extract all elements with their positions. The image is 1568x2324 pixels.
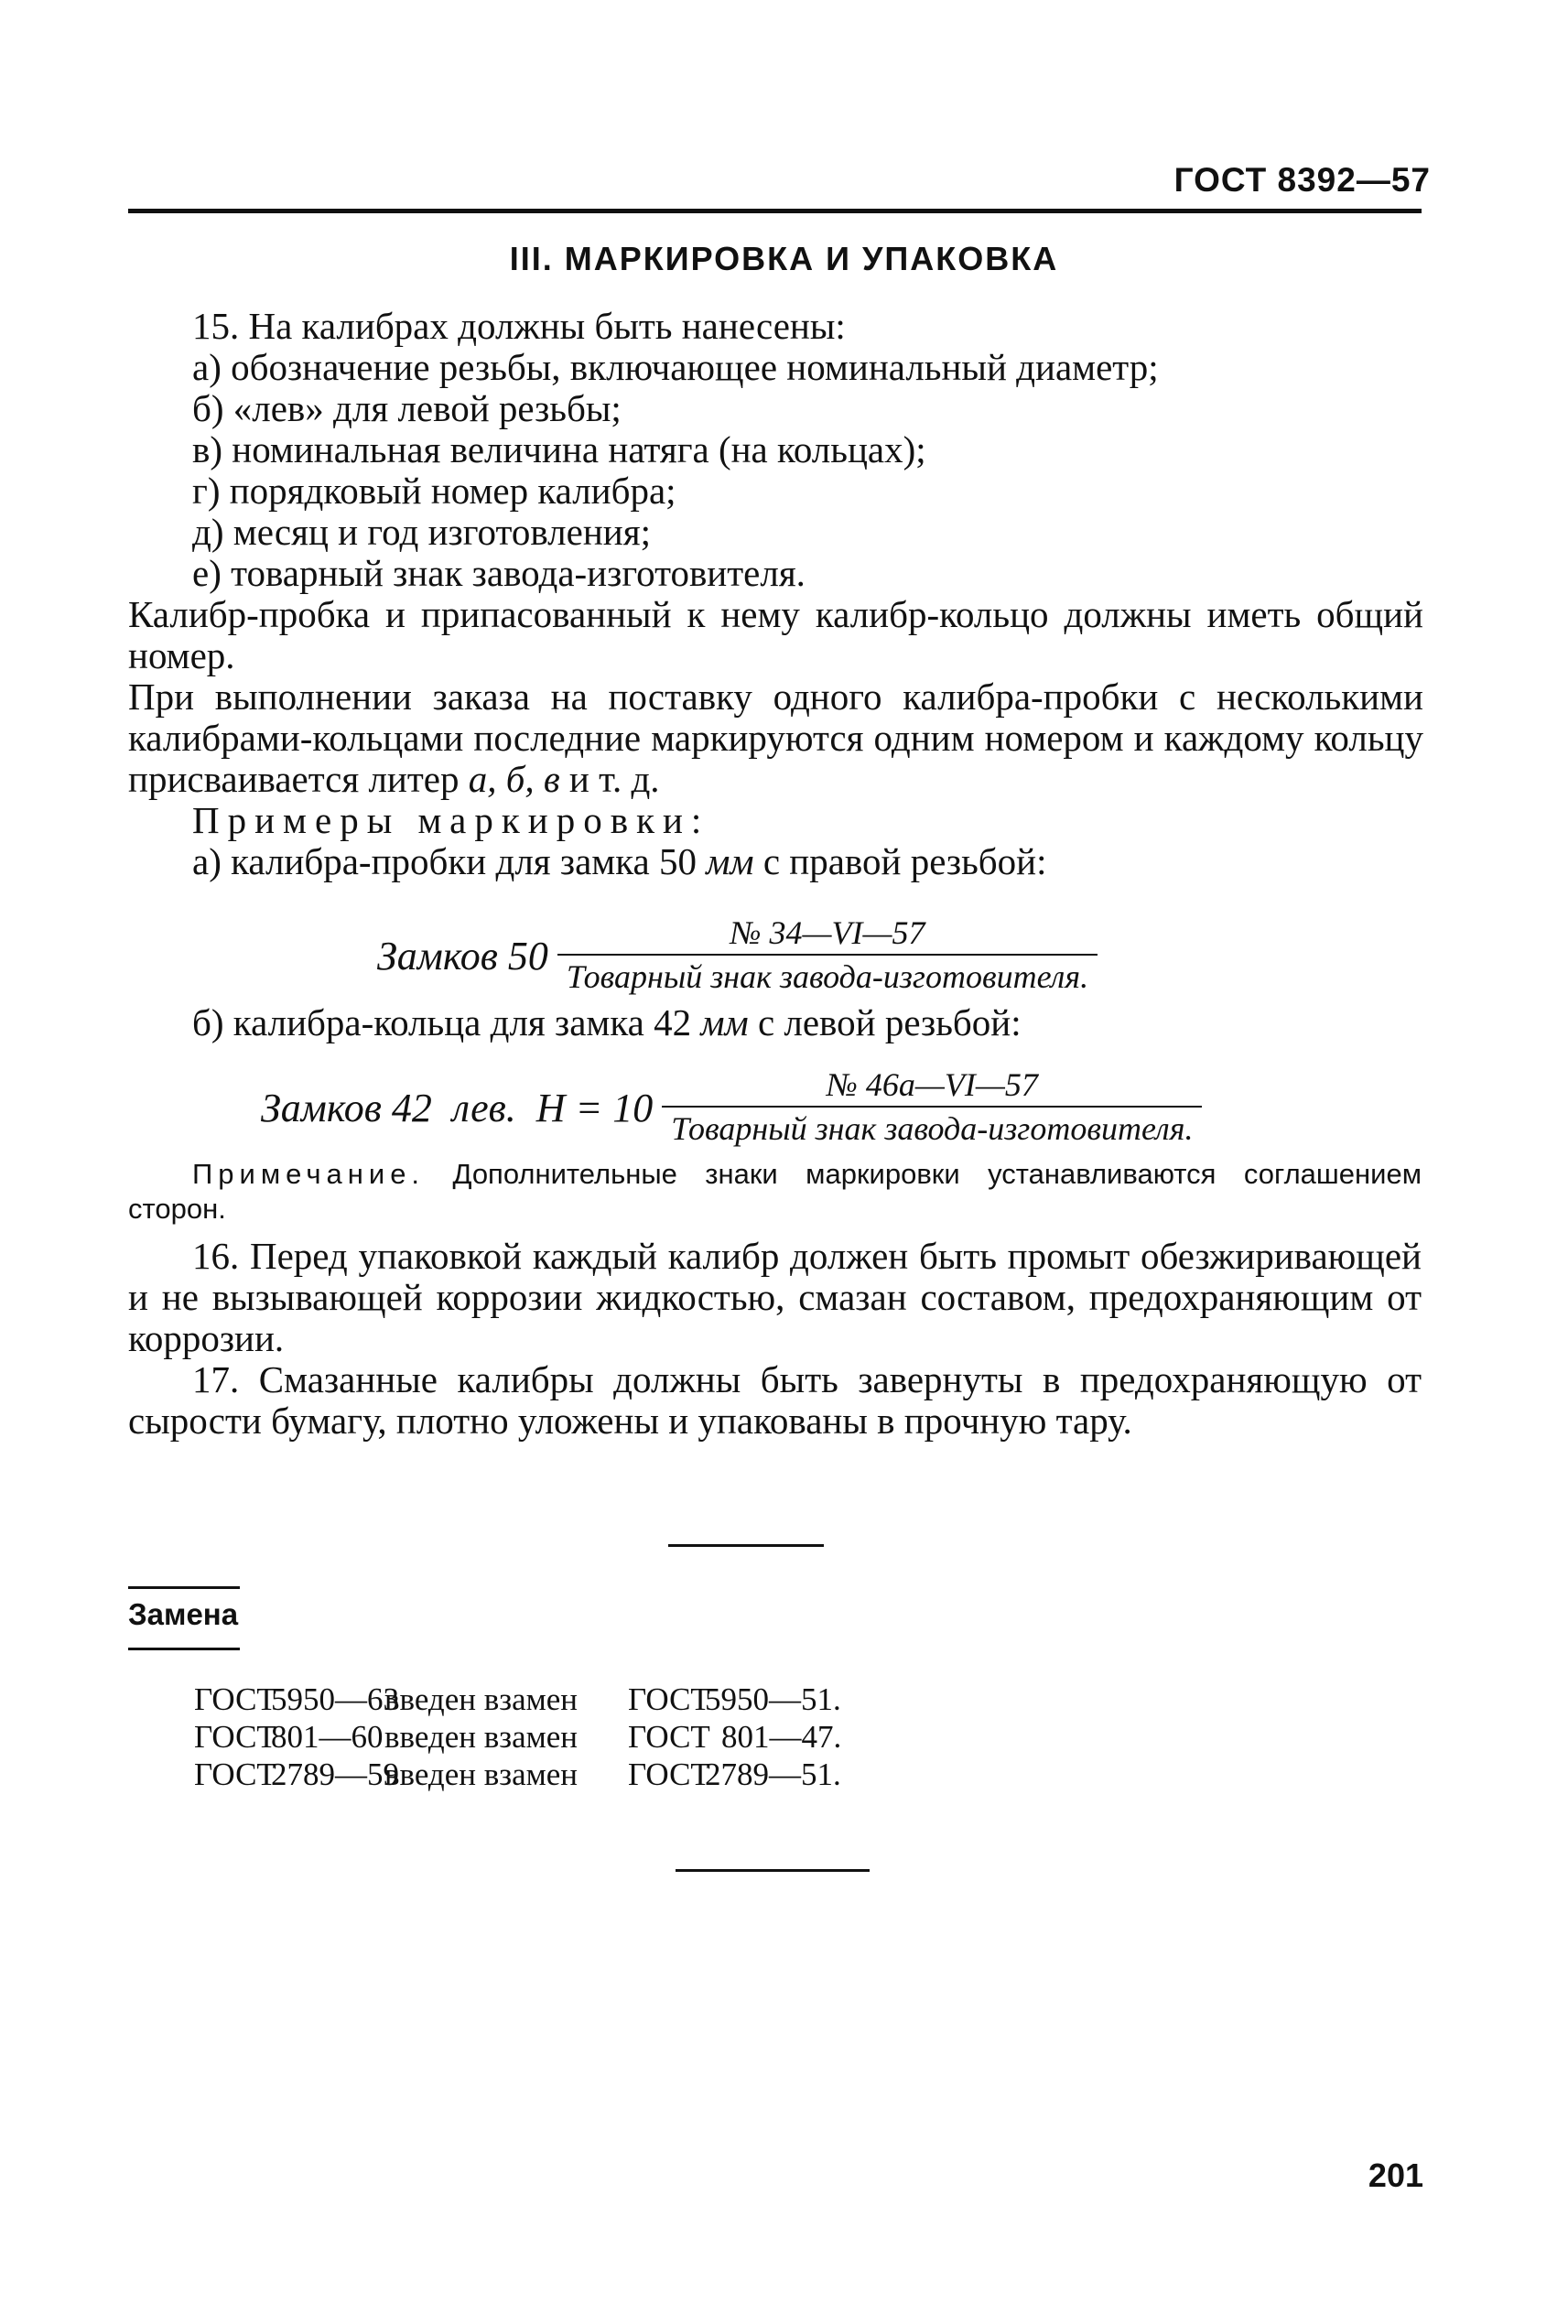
example-b-label <box>192 1002 1423 1043</box>
example-b-label-block <box>192 1002 1423 1043</box>
replacement-cell: ГОСТ <box>628 1719 710 1755</box>
replacement-cell: ГОСТ <box>194 1719 276 1755</box>
note-text: Дополнительные знаки маркировки устанавливаются соглашением сторон. <box>128 1158 1422 1225</box>
example-a-label-start: а) калибра-пробки для замка 50 <box>192 840 707 882</box>
list-item: д) месяц и год изготовления; <box>192 511 651 553</box>
clauses-16-17 <box>128 1236 1422 1442</box>
list-item <box>194 1681 841 1718</box>
example-a-denominator: Товарный знак завода-изготовителя. <box>566 958 1089 995</box>
replacement-cell: ГОСТ <box>194 1757 276 1792</box>
replacement-cell: 5950—51. <box>705 1681 841 1717</box>
note-label: Примечание. <box>192 1158 426 1190</box>
replacement-cell: 2789—59 <box>271 1757 399 1792</box>
example-b-fraction <box>662 1067 1202 1148</box>
section-divider <box>668 1544 824 1547</box>
replacement-cell: введен взамен <box>384 1681 579 1717</box>
replacement-cell: 801—60 <box>271 1719 384 1755</box>
list-item: е) товарный знак завода-изготовителя. <box>192 552 806 594</box>
replacement-cell: 2789—51. <box>705 1757 841 1792</box>
example-b-numerator: № 46а—VI—57 <box>662 1067 1202 1108</box>
replacement-cell: ГОСТ <box>194 1681 276 1717</box>
note <box>128 1157 1422 1227</box>
list-item: в) номинальная величина натяга (на кольцах); <box>192 428 926 470</box>
example-a-numerator: № 34—VI—57 <box>557 915 1098 956</box>
replacement-rule-bottom <box>128 1648 240 1650</box>
example-b-label-end: с левой резьбой: <box>748 1001 1022 1043</box>
replacement-cell: введен взамен <box>384 1719 579 1755</box>
section-title: III. МАРКИРОВКА И УПАКОВКА <box>509 240 1059 277</box>
replacement-cell: введен взамен <box>384 1757 579 1792</box>
examples-heading: Примеры маркировки: <box>192 799 710 841</box>
document-code: ГОСТ 8392—57 <box>1173 161 1431 199</box>
replacement-rule-top <box>128 1586 240 1589</box>
example-b-marking <box>261 1067 1202 1148</box>
page-number: 201 <box>1368 2156 1423 2194</box>
example-b-denominator: Товарный знак завода-изготовителя. <box>671 1110 1194 1147</box>
list-item <box>194 1756 841 1793</box>
replacement-cell: ГОСТ <box>628 1757 710 1792</box>
clause-15-paragraph-order <box>128 676 1423 800</box>
replacement-cell: ГОСТ <box>628 1681 710 1717</box>
end-divider <box>676 1869 870 1872</box>
replacement-title: Замена <box>128 1597 239 1631</box>
example-a-fraction <box>557 915 1098 996</box>
example-b-unit: мм <box>700 1001 749 1043</box>
clause-17: 17. Смазанные калибры должны быть завернуты в предохраняющую от сырости бумагу, плотно уложены и упакованы в прочную тару. <box>128 1358 1422 1442</box>
replacement-cell: 5950—63 <box>271 1681 399 1717</box>
replacement-cell: 801—47. <box>721 1719 842 1755</box>
replacement-list <box>194 1681 842 1793</box>
example-b-label-start: б) калибра-кольца для замка 42 <box>192 1001 701 1043</box>
header-rule <box>128 209 1422 213</box>
list-item: г) порядковый номер калибра; <box>192 470 676 512</box>
order-text-start: При выполнении заказа на поставку одного калибра-пробки с несколькими калибрами-кольцами последние маркируются одним номером и каждому кольцу присваивается литер <box>128 676 1423 800</box>
example-a-label <box>192 841 1423 882</box>
clause-15 <box>128 305 1423 882</box>
list-item: а) обозначение резьбы, включающее номинальный диаметр; <box>192 346 1159 388</box>
example-b-lhs: Замков 42 лев. H = 10 <box>261 1085 654 1130</box>
example-a-label-end: с правой резьбой: <box>753 840 1047 882</box>
example-a-unit: мм <box>706 840 754 882</box>
clause-15-intro: 15. На калибрах должны быть нанесены: <box>192 305 846 347</box>
list-item: б) «лев» для левой резьбы; <box>192 387 622 429</box>
order-letters: а, б, в <box>468 758 560 800</box>
example-a-marking <box>377 915 1098 996</box>
list-item <box>194 1718 842 1756</box>
clause-15-paragraph-common-number: Калибр-пробка и припасованный к нему калибр-кольцо должны иметь общий номер. <box>128 593 1423 676</box>
clause-16: 16. Перед упаковкой каждый калибр должен быть промыт обезжиривающей и не вызывающей коррозии жидкостью, смазан составом, предохраняющим от коррозии. <box>128 1235 1422 1359</box>
order-text-end: и т. д. <box>559 758 660 800</box>
example-a-lhs: Замков 50 <box>377 933 548 978</box>
